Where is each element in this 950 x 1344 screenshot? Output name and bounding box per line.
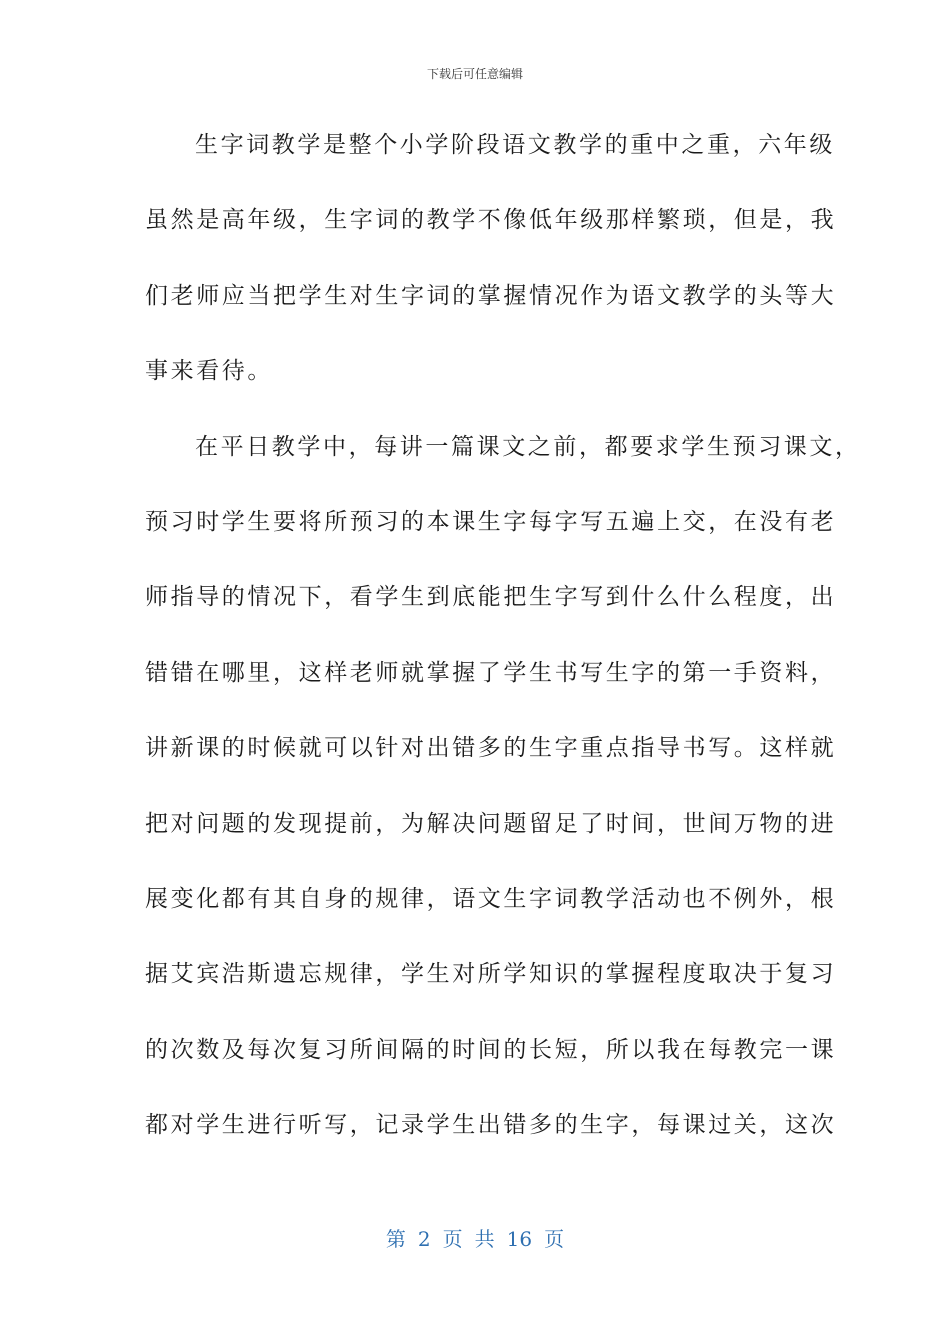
- paragraph-2-line-8: 据艾宾浩斯遗忘规律，学生对所学知识的掌握程度取决于复习: [145, 961, 837, 988]
- paragraph-2-line-4: 错错在哪里，这样老师就掌握了学生书写生字的第一手资料，: [145, 659, 837, 686]
- page-footer: [0, 1226, 950, 1252]
- paragraph-1-line-1: 生字词教学是整个小学阶段语文教学的重中之重，六年级: [195, 132, 835, 158]
- footer-ye: 页: [442, 1227, 463, 1251]
- paragraph-1-line-3: 们老师应当把学生对生字词的掌握情况作为语文教学的头等大: [145, 282, 837, 309]
- paragraph-2-line-7: 展变化都有其自身的规律，语文生字词教学活动也不例外，根: [145, 885, 837, 912]
- paragraph-2-line-6: 把对问题的发现提前，为解决问题留足了时间，世间万物的进: [145, 810, 837, 837]
- paragraph-1-line-2: 虽然是高年级，生字词的教学不像低年级那样繁琐，但是，我: [145, 207, 837, 234]
- paragraph-1-line-4: 事来看待。: [145, 358, 273, 385]
- footer-gong: 共: [474, 1227, 495, 1251]
- paragraph-2-line-3: 师指导的情况下，看学生到底能把生字写到什么什么程度，出: [145, 584, 837, 611]
- paragraph-2-line-1: 在平日教学中，每讲一篇课文之前，都要求学生预习课文，: [195, 433, 861, 460]
- paragraph-2-line-9: 的次数及每次复习所间隔的时间的长短，所以我在每教完一课: [145, 1036, 837, 1063]
- paragraph-2-line-10: 都对学生进行听写，记录学生出错多的生字，每课过关，这次: [145, 1112, 837, 1139]
- document-body: [145, 108, 861, 1163]
- page-header: 下载后可任意编辑: [426, 67, 523, 81]
- footer-di: 第: [385, 1227, 406, 1251]
- paragraph-2-line-5: 讲新课的时候就可以针对出错多的生字重点指导书写。这样就: [145, 735, 837, 762]
- current-page-number: 2: [417, 1227, 431, 1251]
- paragraph-2-line-2: 预习时学生要将所预习的本课生字每字写五遍上交，在没有老: [145, 508, 837, 535]
- footer-ye-end: 页: [544, 1227, 565, 1251]
- total-pages-number: 16: [506, 1227, 533, 1251]
